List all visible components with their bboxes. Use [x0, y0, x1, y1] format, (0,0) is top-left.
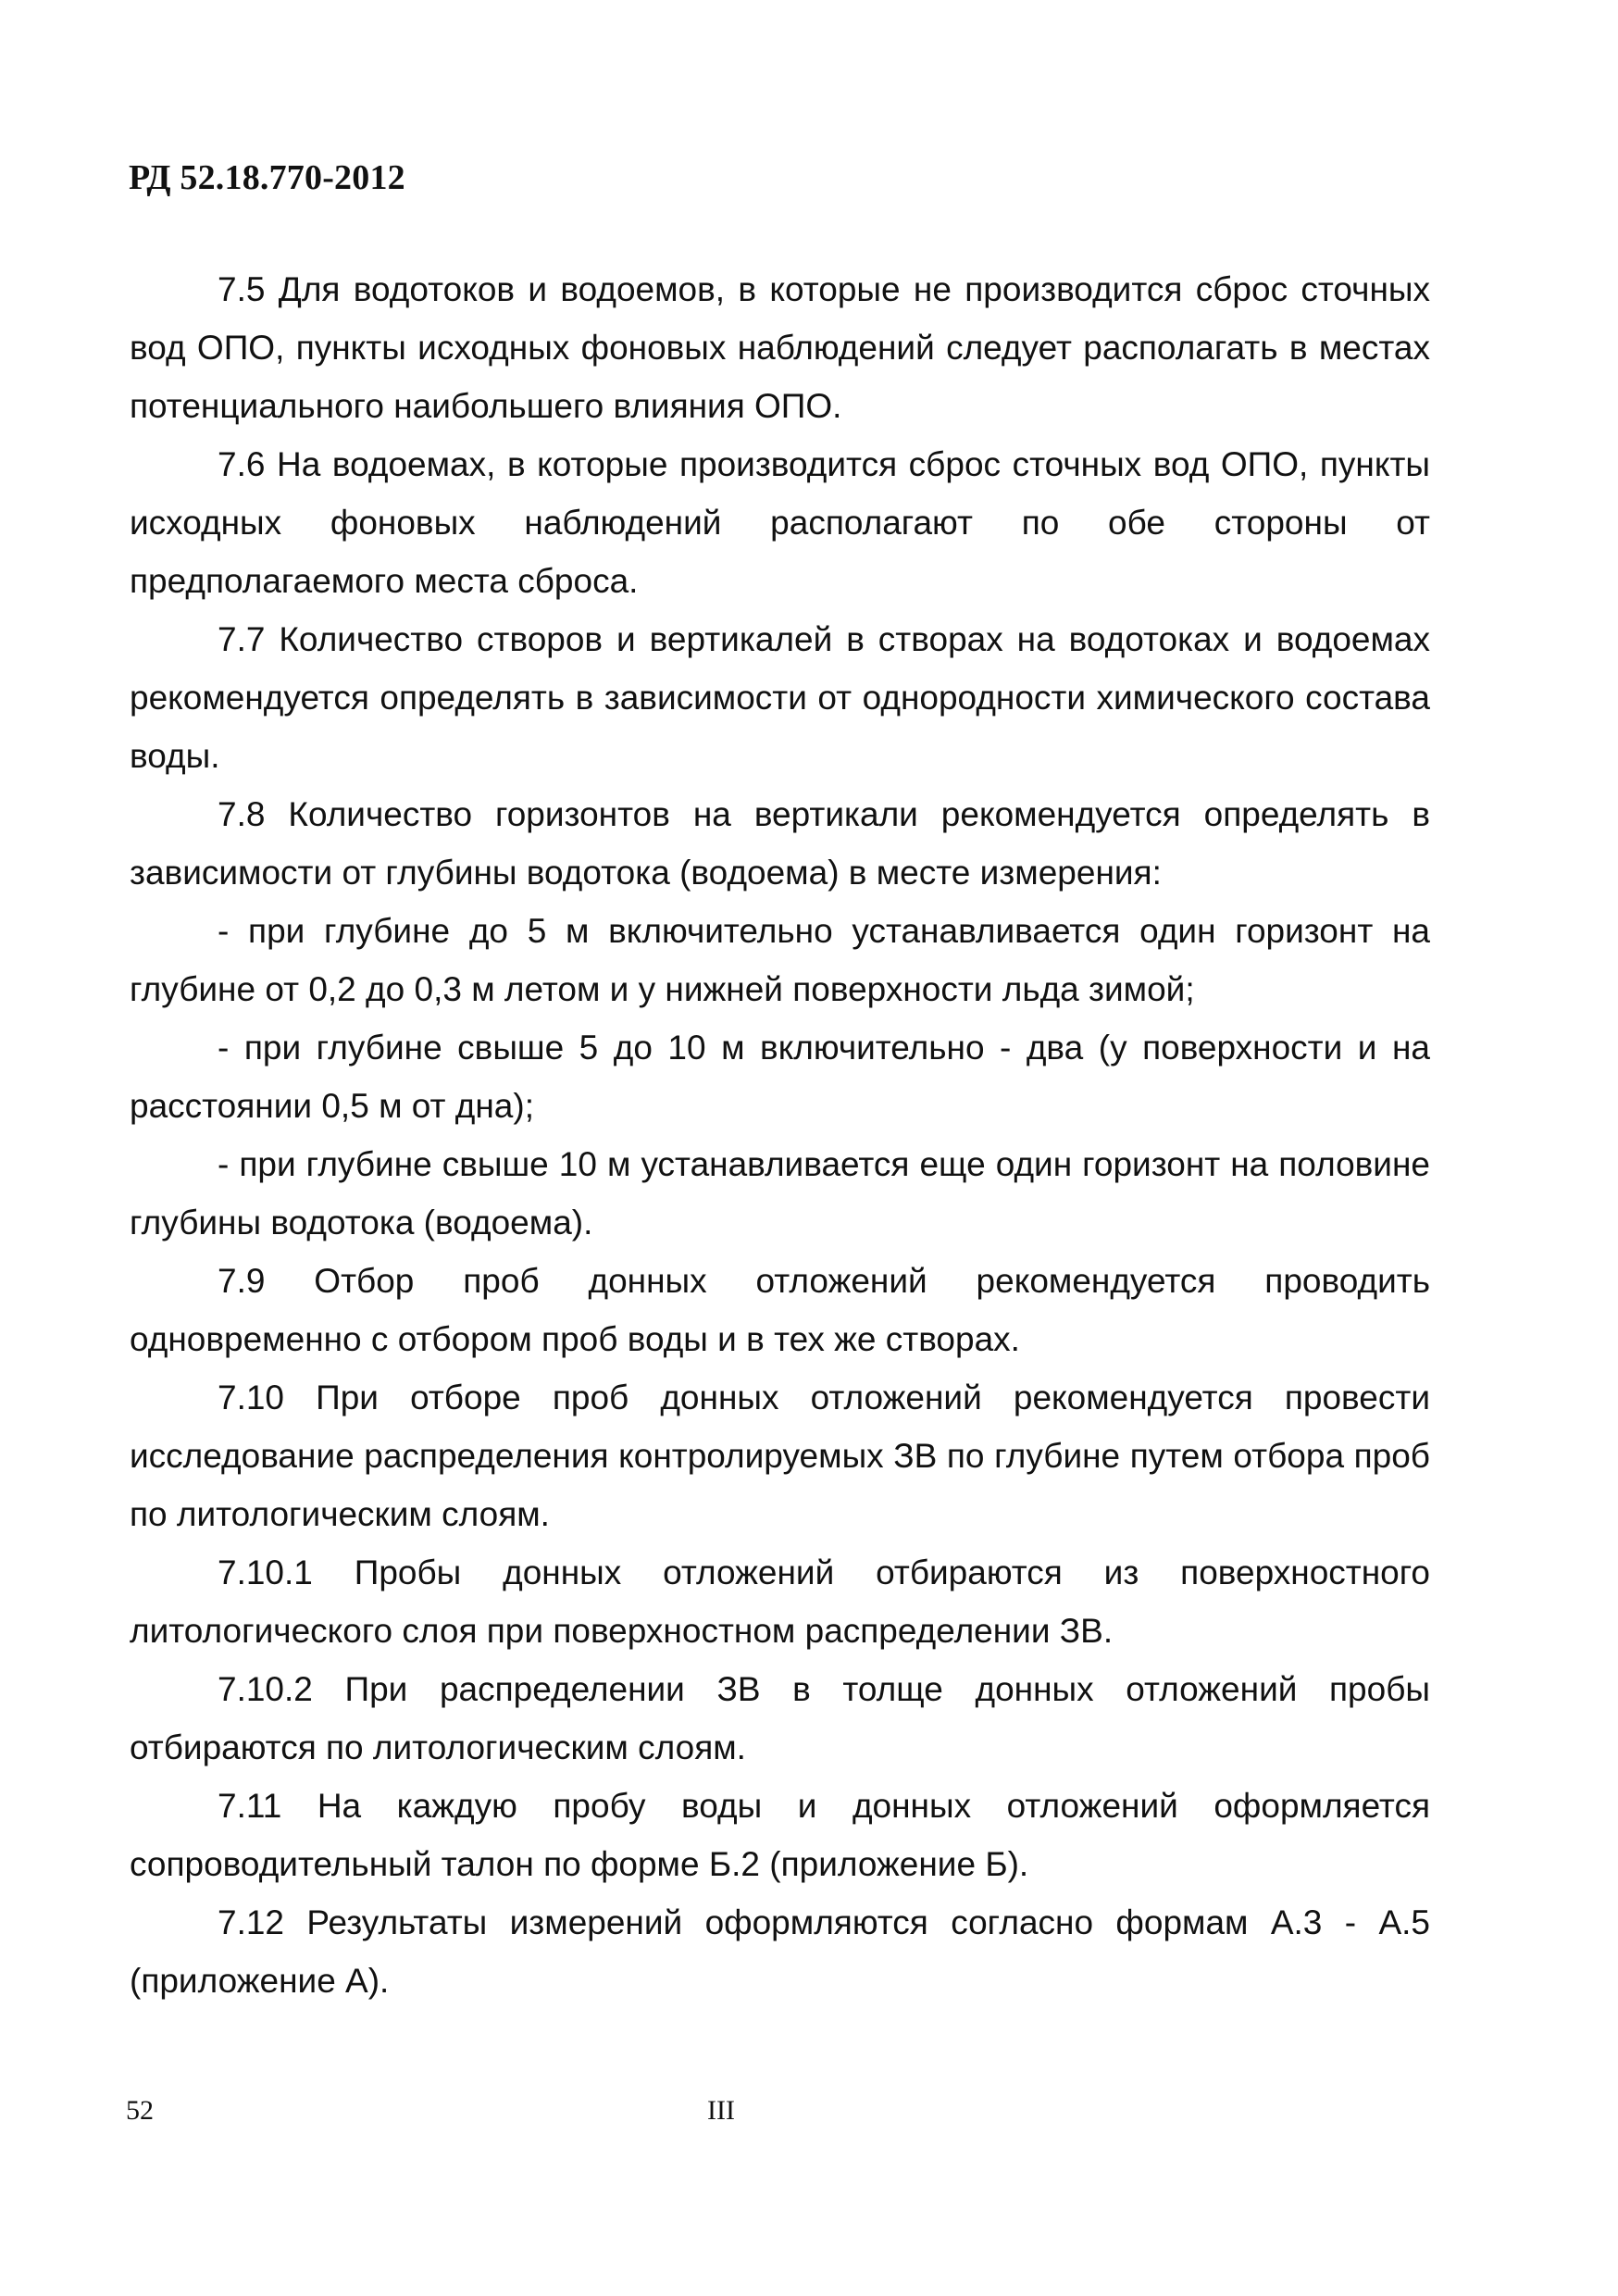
paragraph-7-11: 7.11 На каждую пробу воды и донных отложений оформляется сопроводительный талон по форме Б.2 (приложение Б).	[130, 1787, 1430, 1883]
document-code-header: РД 52.18.770-2012	[129, 158, 405, 197]
list-item-depth-over-10m: - при глубине свыше 10 м устанавливается еще один горизонт на половине глубины водотока (водоема).	[130, 1145, 1430, 1242]
paragraph-7-10: 7.10 При отборе проб донных отложений рекомендуется провести исследование распределения контролируемых ЗВ по глубине путем отбора проб по литологическим слоям.	[130, 1379, 1430, 1533]
paragraph-7-9: 7.9 Отбор проб донных отложений рекомендуется проводить одновременно с отбором проб воды и в тех же створах.	[130, 1262, 1430, 1358]
paragraph-7-8: 7.8 Количество горизонтов на вертикали рекомендуется определять в зависимости от глубины водотока (водоема) в месте измерения:	[130, 795, 1430, 892]
paragraph-7-6: 7.6 На водоемах, в которые производится сброс сточных вод ОПО, пункты исходных фоновых наблюдений располагают по обе стороны от предполагаемого места сброса.	[130, 445, 1430, 600]
paragraph-7-10-1: 7.10.1 Пробы донных отложений отбираются из поверхностного литологического слоя при поверхностном распределении ЗВ.	[130, 1554, 1430, 1650]
document-body	[130, 260, 1430, 2010]
paragraph-7-12: 7.12 Результаты измерений оформляются согласно формам А.3 - А.5 (приложение А).	[130, 1903, 1430, 2000]
paragraph-7-7: 7.7 Количество створов и вертикалей в створах на водотоках и водоемах рекомендуется определять в зависимости от однородности химического состава воды.	[130, 620, 1430, 775]
list-item-depth-5-to-10m: - при глубине свыше 5 до 10 м включительно - два (у поверхности и на расстоянии 0,5 м от дна);	[130, 1029, 1430, 1125]
page-number: 52	[126, 2095, 154, 2126]
list-item-depth-up-to-5m: - при глубине до 5 м включительно устанавливается один горизонт на глубине от 0,2 до 0,3 м летом и у нижней поверхности льда зимой;	[130, 912, 1430, 1008]
paragraph-7-5: 7.5 Для водотоков и водоемов, в которые не производится сброс сточных вод ОПО, пункты исходных фоновых наблюдений следует располагать в местах потенциального наибольшего влияния ОПО.	[130, 270, 1430, 425]
footer-mark: III	[707, 2095, 735, 2126]
paragraph-7-10-2: 7.10.2 При распределении ЗВ в толще донных отложений пробы отбираются по литологическим слоям.	[130, 1670, 1430, 1766]
